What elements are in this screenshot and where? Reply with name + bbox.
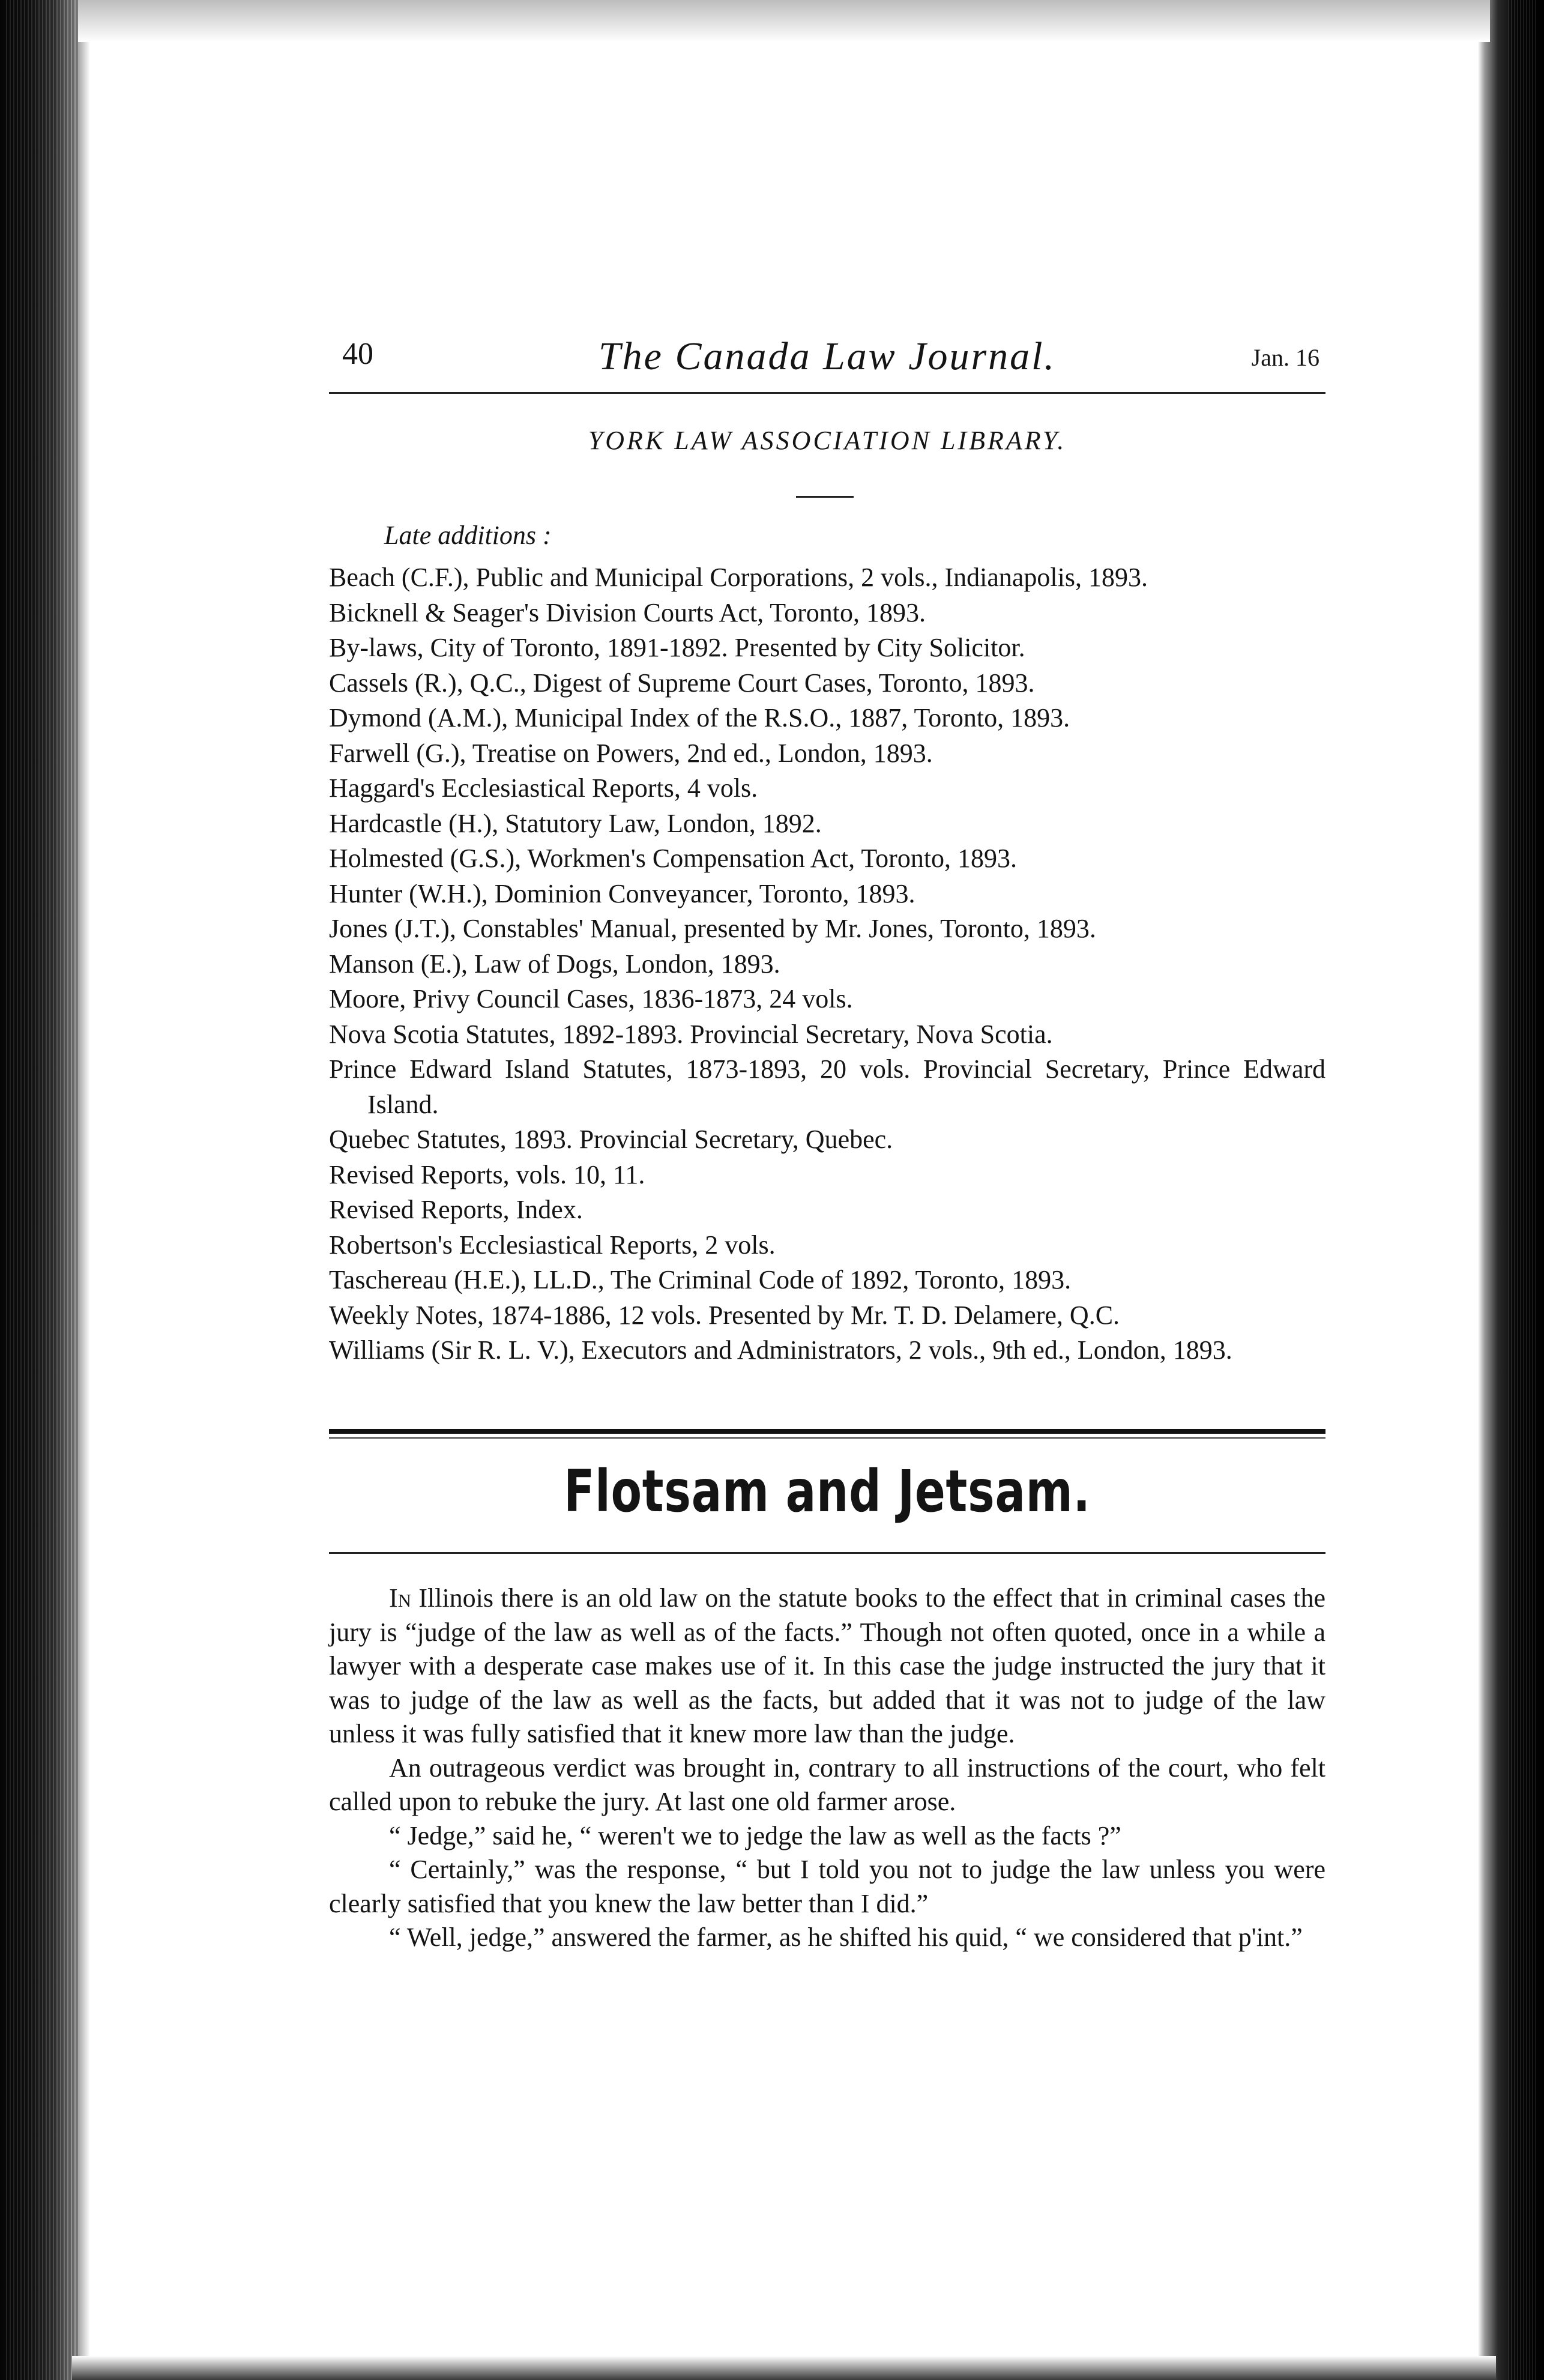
additions-list bbox=[329, 560, 1325, 1368]
thin-rule bbox=[329, 1437, 1325, 1439]
list-item: Robertson's Ecclesiastical Reports, 2 vols. bbox=[329, 1230, 776, 1260]
story-paragraph: “ Certainly,” was the response, “ but I told you not to judge the law unless you were clearly satisfied that you knew the law better than I did.” bbox=[329, 1855, 1325, 1918]
running-head bbox=[329, 336, 1325, 384]
list-item: Bicknell & Seager's Division Courts Act, Toronto, 1893. bbox=[329, 597, 926, 627]
binding-edge-left bbox=[0, 0, 90, 2380]
late-additions-subheading: Late additions : bbox=[384, 521, 552, 550]
thick-rule bbox=[329, 1429, 1325, 1434]
list-item: Holmested (G.S.), Workmen's Compensation Act, Toronto, 1893. bbox=[329, 844, 1018, 873]
list-item: Quebec Statutes, 1893. Provincial Secretary, Quebec. bbox=[329, 1125, 893, 1154]
issue-date: Jan. 16 bbox=[1251, 344, 1319, 371]
story-paragraph: “ Well, jedge,” answered the farmer, as he shifted his quid, “ we considered that p'int.” bbox=[389, 1922, 1303, 1952]
page-edge-right bbox=[1478, 0, 1544, 2380]
story-paragraph: An outrageous verdict was brought in, contrary to all instructions of the court, who felt called upon to rebuke the jury. At last one old farmer arose. bbox=[329, 1753, 1325, 1816]
list-item: Taschereau (H.E.), LL.D., The Criminal Code of 1892, Toronto, 1893. bbox=[329, 1265, 1072, 1294]
flotsam-rule bbox=[329, 1552, 1325, 1554]
journal-title: The Canada Law Journal. bbox=[598, 334, 1057, 378]
list-item: Manson (E.), Law of Dogs, London, 1893. bbox=[329, 949, 780, 979]
paragraph-text: Illinois there is an old law on the statute books to the effect that in criminal cases the jury is “judge of the law as well as of the facts.” Though not often quoted, once in a while a lawyer with a desperate case makes use of it. In this case the judge instructed the jury that it was to judge of the law as well as the facts, but added that it was not to judge of the law unless it was fully satisfied that it knew more law than the judge. bbox=[329, 1583, 1325, 1748]
library-section-title: YORK LAW ASSOCIATION LIBRARY. bbox=[588, 426, 1067, 455]
list-item: By-laws, City of Toronto, 1891-1892. Presented by City Solicitor. bbox=[329, 633, 1025, 662]
flotsam-story bbox=[329, 1581, 1325, 1955]
story-paragraph: “ Jedge,” said he, “ weren't we to jedge the law as well as the facts ?” bbox=[389, 1820, 1121, 1850]
list-item: Jones (J.T.), Constables' Manual, presented by Mr. Jones, Toronto, 1893. bbox=[329, 914, 1096, 943]
flotsam-section-title: Flotsam and Jetsam. bbox=[564, 1458, 1091, 1525]
list-item: Cassels (R.), Q.C., Digest of Supreme Court Cases, Toronto, 1893. bbox=[329, 668, 1035, 698]
drop-lead-word: In bbox=[389, 1583, 412, 1613]
double-rule-divider bbox=[329, 1429, 1325, 1442]
list-item: Prince Edward Island Statutes, 1873-1893, 20 vols. Provincial Secretary, Prince Edward Island. bbox=[329, 1054, 1325, 1119]
section-divider bbox=[796, 496, 854, 498]
list-item: Haggard's Ecclesiastical Reports, 4 vols. bbox=[329, 773, 758, 803]
list-item: Revised Reports, Index. bbox=[329, 1195, 583, 1224]
page-number: 40 bbox=[342, 337, 373, 371]
list-item: Moore, Privy Council Cases, 1836-1873, 24 vols. bbox=[329, 984, 853, 1013]
scan-shadow-top bbox=[78, 0, 1490, 42]
list-item: Farwell (G.), Treatise on Powers, 2nd ed., London, 1893. bbox=[329, 738, 933, 768]
list-item: Dymond (A.M.), Municipal Index of the R.S.O., 1887, Toronto, 1893. bbox=[329, 703, 1070, 732]
list-item: Nova Scotia Statutes, 1892-1893. Provincial Secretary, Nova Scotia. bbox=[329, 1019, 1053, 1049]
list-item: Revised Reports, vols. 10, 11. bbox=[329, 1159, 645, 1189]
list-item: Weekly Notes, 1874-1886, 12 vols. Presented by Mr. T. D. Delamere, Q.C. bbox=[329, 1300, 1120, 1330]
header-rule bbox=[329, 392, 1325, 394]
list-item: Williams (Sir R. L. V.), Executors and Administrators, 2 vols., 9th ed., London, 1893. bbox=[329, 1335, 1232, 1365]
story-paragraph bbox=[329, 1581, 1325, 1751]
list-item: Hunter (W.H.), Dominion Conveyancer, Toronto, 1893. bbox=[329, 878, 915, 908]
scan-shadow-bottom bbox=[72, 2356, 1496, 2380]
list-item: Hardcastle (H.), Statutory Law, London, 1892. bbox=[329, 808, 822, 838]
list-item: Beach (C.F.), Public and Municipal Corporations, 2 vols., Indianapolis, 1893. bbox=[329, 563, 1148, 592]
